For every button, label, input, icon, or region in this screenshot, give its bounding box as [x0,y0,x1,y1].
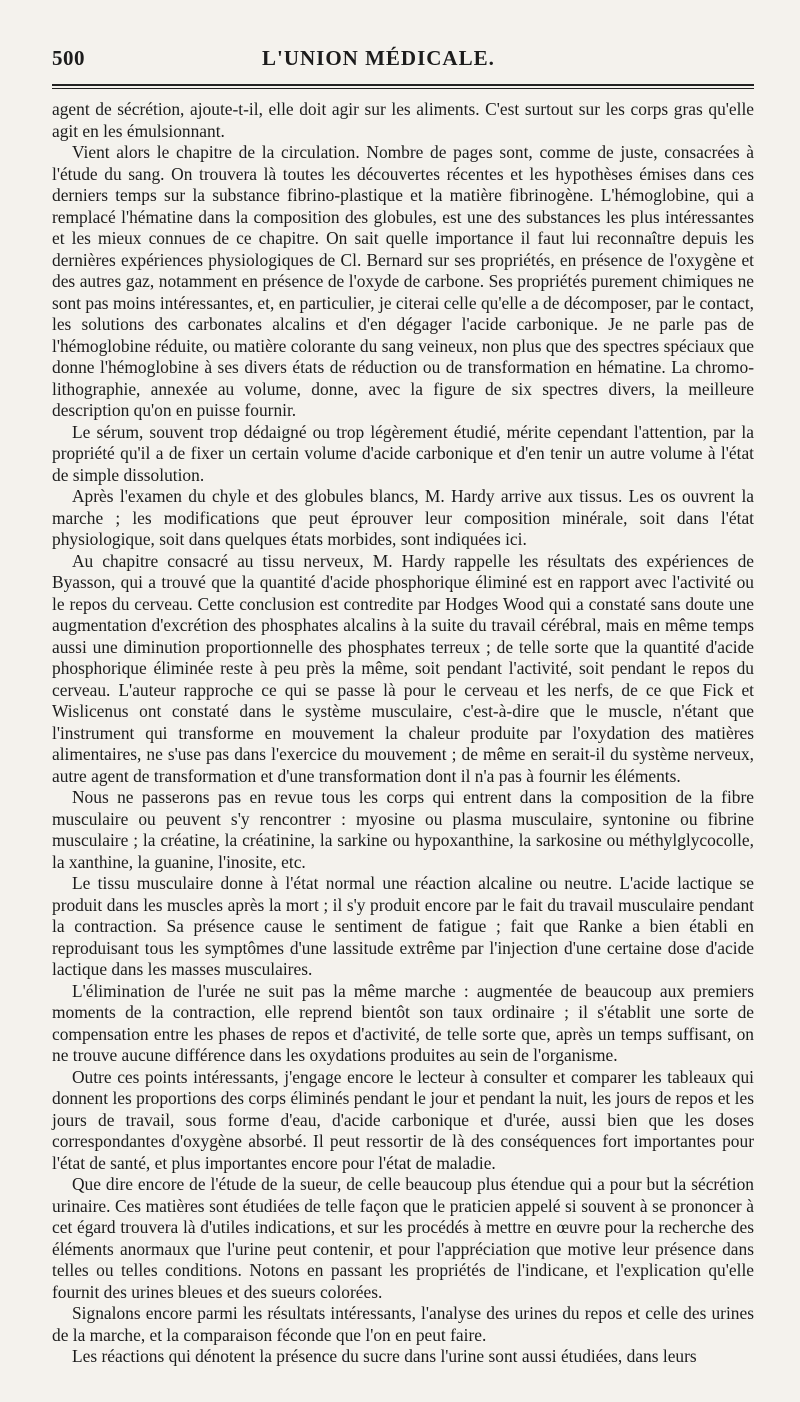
paragraph-tables: Outre ces points intéressants, j'engage encore le lecteur à consulter et comparer les tableaux qui donnent les proportions des corps éliminés pendant le jour et pendant la nuit, les jours de repos et les jours de travail, sous forme d'eau, d'acide carbonique et d'urée, aussi bien que les doses correspondantes d'oxygène absorbé. Il peut ressortir de là des conséquences fort importantes pour l'état de santé, et plus importantes encore pour l'état de maladie. [52,1066,754,1173]
journal-title: L'UNION MÉDICALE. [262,46,495,70]
paragraph-circulation: Vient alors le chapitre de la circulation. Nombre de pages sont, comme de juste, consacrées à l'étude du sang. On trouvera là toutes les découvertes récentes et les hypothèses émises dans ces derniers temps sur la substance fibrino-plastique et la matière fibrinogène. L'hémoglobine, qui a remplacé l'hématine dans la composition des globules, est une des substances les plus intéressantes et les mieux connues de ce chapitre. On sait quelle importance il faut lui reconnaître depuis les dernières expériences physiologiques de Cl. Bernard sur ses propriétés, en présence de l'oxygène et des autres gaz, notamment en présence de l'oxyde de carbone. Ses propriétés purement chimiques ne sont pas moins intéressantes, et, en particulier, je citerai celle qu'elle a de décomposer, par le contact, les solutions des carbonates alcalins et d'en dégager l'acide carbonique. Je ne parle pas de l'hémoglobine réduite, ou matière colorante du sang veineux, non plus que des spectres spéciaux que donne l'hémoglobine à ses divers états de réduction ou de transformation en hématine. La chromo-lithographie, annexée au volume, donne, avec la figure de six spectres divers, la meilleure description qu'on en puisse fournir. [52,142,754,420]
paragraph-continuation: agent de sécrétion, ajoute-t-il, elle doit agir sur les aliments. C'est surtout sur les corps gras qu'elle agit en les émulsionnant. [52,99,754,141]
paragraph-urine-analysis: Signalons encore parmi les résultats intéressants, l'analyse des urines du repos et celle des urines de la marche, et la comparaison féconde que l'on en peut faire. [52,1303,754,1345]
header-rule [52,84,754,89]
paragraph-tissues: Après l'examen du chyle et des globules blancs, M. Hardy arrive aux tissus. Les os ouvrent la marche ; les modifications que peut éprouver leur composition minérale, soit dans l'état physiologique, soit dans quelques états morbides, sont indiquées ici. [52,486,754,549]
paragraph-serum: Le sérum, souvent trop dédaigné ou trop légèrement étudié, mérite cependant l'attention, par la propriété qu'il a de fixer un certain volume d'acide carbonique et d'en tenir un autre volume à l'état de simple dissolution. [52,421,754,485]
page-number: 500 [52,46,85,70]
paragraph-muscle-fibre: Nous ne passerons pas en revue tous les corps qui entrent dans la composition de la fibre musculaire ou peuvent s'y rencontrer : myosine ou plasma musculaire, syntonine ou fibrine musculaire ; la créatine, la créatinine, la sarkine ou hypoxanthine, la sarkosine ou méthylglycocolle, la xanthine, la guanine, l'inosite, etc. [52,787,754,872]
paragraph-sweat-urine: Que dire encore de l'étude de la sueur, de celle beaucoup plus étendue qui a pour but la sécrétion urinaire. Ces matières sont étudiées de telle façon que le praticien appelé si souvent à se prononcer à cet égard trouvera là d'utiles indications, et sur les procédés à mettre en œuvre pour la recherche des éléments anormaux que l'urine peut contenir, et pour l'appréciation que motive leur présence dans telles ou telles conditions. Notons en passant les propriétés de l'indicane, et l'explication qu'elle fournit des urines bleues et des sueurs colorées. [52,1174,754,1302]
paragraph-nervous-tissue: Au chapitre consacré au tissu nerveux, M. Hardy rappelle les résultats des expériences de Byasson, qui a trouvé que la quantité d'acide phosphorique éliminé est en rapport avec l'activité ou le repos du cerveau. Cette conclusion est contredite par Hodges Wood qui a constaté sans doute une augmentation d'excrétion des phosphates alcalins à la suite du travail cérébral, mais en même temps aussi une diminution proportionnelle des phosphates terreux ; de telle sorte que la quantité d'acide phosphorique éliminée reste à peu près la même, soit pendant l'activité, soit pendant le repos du cerveau. L'auteur rapproche ce qui se passe là pour le cerveau et les nerfs, de ce que Fick et Wislicenus ont constaté dans le système musculaire, c'est-à-dire que le muscle, n'étant que l'instrument qui transforme en mouvement la chaleur produite par l'oxydation des matières alimentaires, ne s'use pas dans l'exercice du mouvement ; de même en serait-il du système nerveux, autre agent de transformation et d'une transformation dont il n'a pas à fournir les éléments. [52,550,754,786]
running-head [52,46,754,78]
paragraph-lactic-acid: Le tissu musculaire donne à l'état normal une réaction alcaline ou neutre. L'acide lactique se produit dans les muscles après la mort ; il s'y produit encore par le fait du travail musculaire pendant la contraction. Sa présence cause le sentiment de fatigue ; fait que Ranke a bien établi en reproduisant tous les symptômes d'une lassitude extrême par l'injection d'une certaine dose d'acide lactique dans les masses musculaires. [52,873,754,979]
article-body [52,99,754,1368]
paragraph-sugar-reactions: Les réactions qui dénotent la présence du sucre dans l'urine sont aussi étudiées, dans leurs [72,1346,697,1366]
paragraph-urea: L'élimination de l'urée ne suit pas la même marche : augmentée de beaucoup aux premiers moments de la contraction, elle reprend bientôt son taux ordinaire ; il s'établit une sorte de compensation entre les phases de repos et d'activité, de telle sorte que, après un temps suffisant, on ne trouve aucune différence dans les oxydations produites au sein de l'organisme. [52,980,754,1065]
